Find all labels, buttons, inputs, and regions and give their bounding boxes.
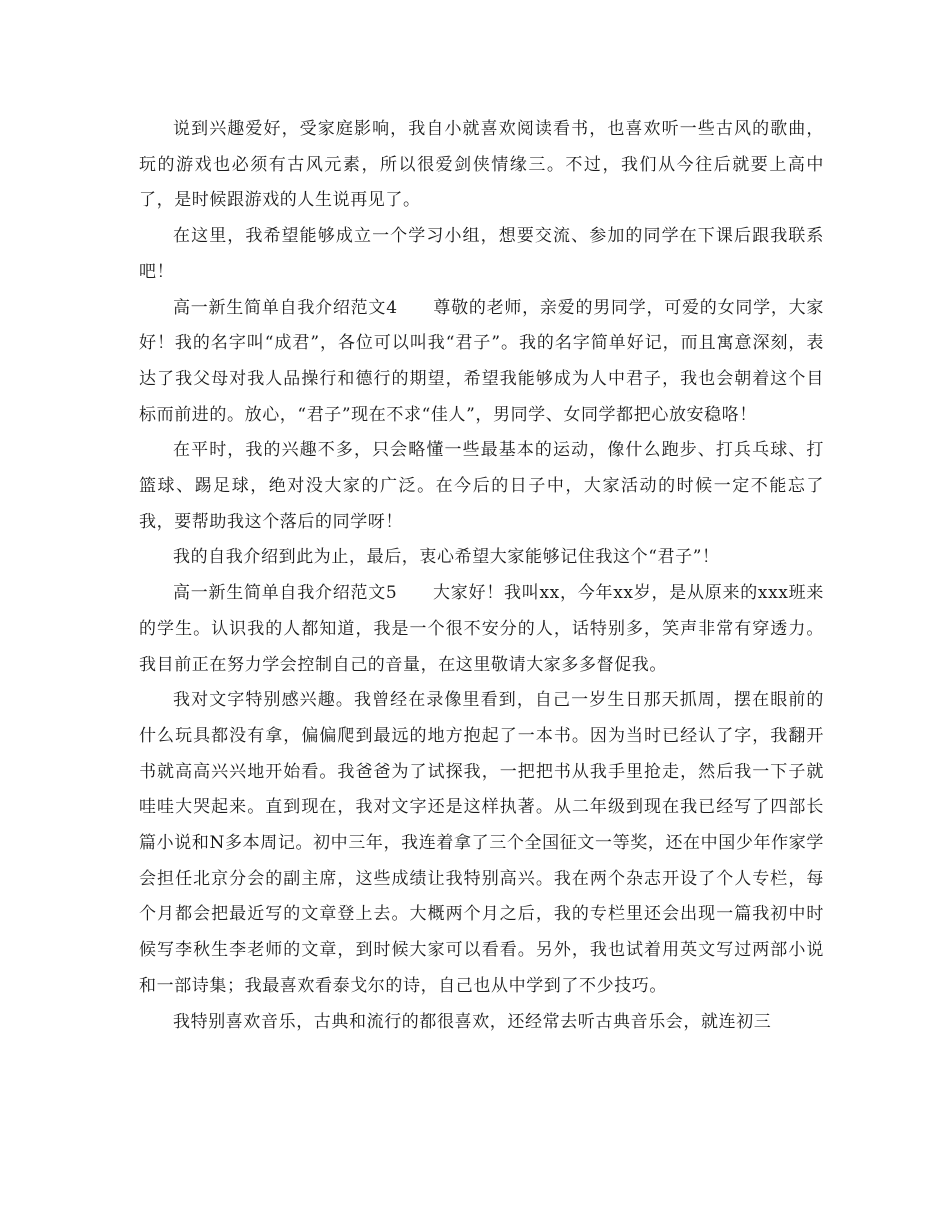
paragraph-music: 我特别喜欢音乐，古典和流行的都很喜欢，还经常去听古典音乐会，就连初三 [173,1011,772,1032]
paragraph-sports: 在平时，我的兴趣不多，只会略懂一些最基本的运动，像什么跑步、打兵乓球、打篮球、踢足球，绝对没大家的广泛。在今后的日子中，大家活动的时候一定不能忘了我，要帮助我这个落后的同学呀！ [139,440,824,532]
paragraph-hobbies: 说到兴趣爱好，受家庭影响，我自小就喜欢阅读看书，也喜欢听一些古风的歌曲，玩的游戏也必须有古风元素，所以很爱剑侠情缘三。不过，我们从今往后就要上高中了，是时候跟游戏的人生说再见了。 [139,119,824,211]
document-body [139,112,824,1040]
paragraph-sample-5-intro: 高一新生简单自我介绍范文5 大家好！我叫xx，今年xx岁，是从原来的xxx班来的学生。认识我的人都知道，我是一个很不安分的人，话特别多，笑声非常有穿透力。我目前正在努力学会控制自己的音量，在这里敬请大家多多督促我。 [139,583,824,675]
paragraph-sample-4-intro: 高一新生简单自我介绍范文4 尊敬的老师，亲爱的男同学，可爱的女同学，大家好！我的名字叫“成君”，各位可以叫我“君子”。我的名字简单好记，而且寓意深刻，表达了我父母对我人品操行和德行的期望，希望我能够成为人中君子，我也会朝着这个目标而前进的。放心，“君子”现在不求“佳人”，男同学、女同学都把心放安稳咯！ [139,297,824,425]
paragraph-writing: 我对文字特别感兴趣。我曾经在录像里看到，自己一岁生日那天抓周，摆在眼前的什么玩具都没有拿，偏偏爬到最远的地方抱起了一本书。因为当时已经认了字，我翻开书就高高兴兴地开始看。我爸爸为了试探我，一把把书从我手里抢走，然后我一下子就哇哇大哭起来。直到现在，我对文字还是这样执著。从二年级到现在我已经写了四部长篇小说和N多本周记。初中三年，我连着拿了三个全国征文一等奖，还在中国少年作家学会担任北京分会的副主席，这些成绩让我特别高兴。我在两个杂志开设了个人专栏，每个月都会把最近写的文章登上去。大概两个月之后，我的专栏里还会出现一篇我初中时候写李秋生李老师的文章，到时候大家可以看看。另外，我也试着用英文写过两部小说和一部诗集；我最喜欢看泰戈尔的诗，自己也从中学到了不少技巧。 [139,690,824,996]
paragraph-closing: 我的自我介绍到此为止，最后，衷心希望大家能够记住我这个“君子”！ [173,547,720,568]
paragraph-study-group: 在这里，我希望能够成立一个学习小组，想要交流、参加的同学在下课后跟我联系吧！ [139,226,824,282]
